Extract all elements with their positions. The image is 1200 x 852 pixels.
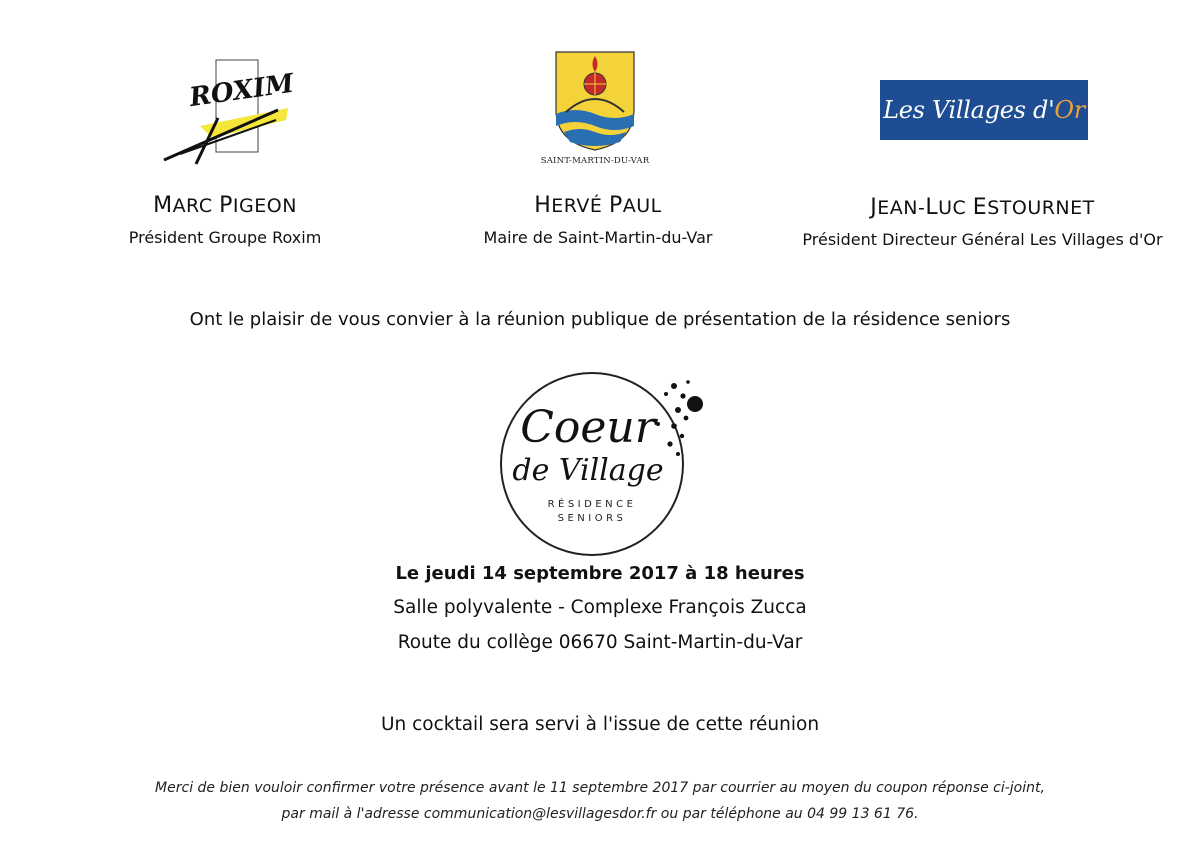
- saint-martin-caption: SAINT-MARTIN-DU-VAR: [540, 156, 650, 166]
- cdv-title-line1: Coeur: [520, 402, 656, 453]
- host-name-3: JEAN-LUC ESTOURNET: [870, 195, 1095, 220]
- villages-dor-text: Les Villages d'Or: [883, 96, 1085, 124]
- villages-dor-logo: [880, 80, 1088, 140]
- coeur-de-village-logo: [488, 366, 718, 566]
- event-date: Le jeudi 14 septembre 2017 à 18 heures: [395, 563, 805, 584]
- host-name-2: HERVÉ PAUL: [534, 193, 662, 218]
- saint-martin-crest: [530, 50, 660, 175]
- event-venue: Salle polyvalente - Complexe François Zucca: [393, 597, 807, 618]
- cdv-subtitle-line1: RÉSIDENCE: [547, 499, 637, 510]
- host-name-1: MARC PIGEON: [153, 193, 297, 218]
- host-role-2: Maire de Saint-Martin-du-Var: [483, 228, 713, 247]
- rsvp-line-1: Merci de bien vouloir confirmer votre présence avant le 11 septembre 2017 par courrier au moyen du coupon réponse ci-joint,: [155, 780, 1045, 796]
- event-address: Route du collège 06670 Saint-Martin-du-Var: [397, 632, 803, 653]
- host-role-3: Président Directeur Général Les Villages d'Or: [802, 230, 1163, 249]
- roxim-logo-text: ROXIM: [187, 68, 296, 114]
- cocktail-text: Un cocktail sera servi à l'issue de cette réunion: [380, 714, 820, 735]
- cdv-title-line2: de Village: [512, 453, 664, 488]
- roxim-logo: [160, 48, 300, 168]
- invitation-text: Ont le plaisir de vous convier à la réunion publique de présentation de la résidence seniors: [189, 309, 1011, 330]
- host-role-1: Président Groupe Roxim: [128, 228, 322, 247]
- rsvp-line-2: par mail à l'adresse communication@lesvillagesdor.fr ou par téléphone au 04 99 13 61 76.: [281, 806, 919, 822]
- cdv-subtitle-line2: SENIORS: [557, 513, 627, 524]
